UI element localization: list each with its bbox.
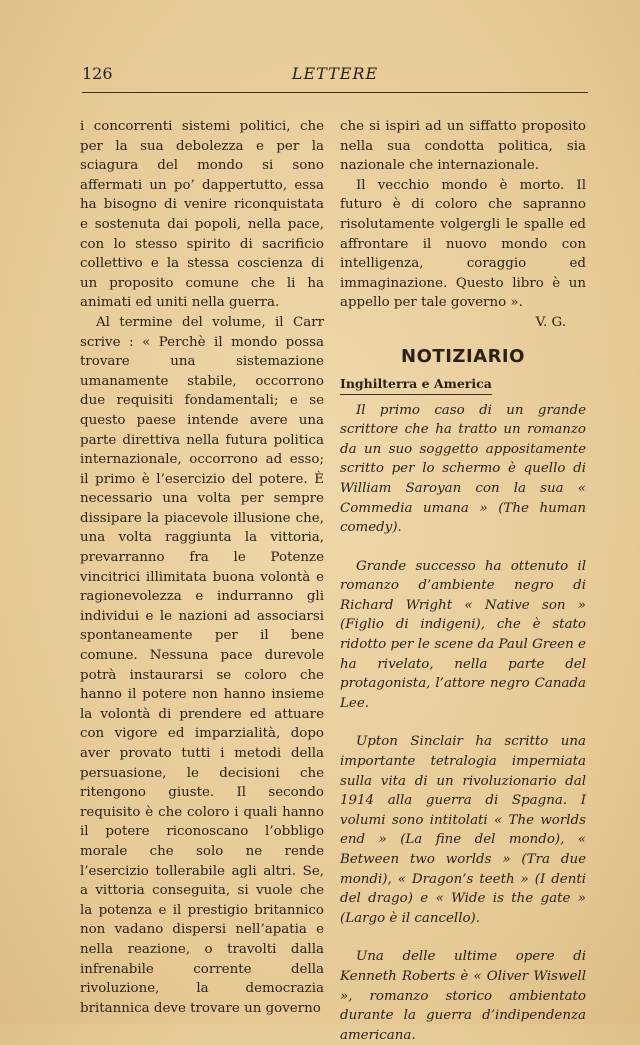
news-item: Il primo caso di un grande scrittore che ha tratto un romanzo da un suo soggetto appositamente scritto per lo schermo è quello di William Saroyan con la sua « Commedia umana » (The human comedy). (340, 402, 586, 536)
page-number: 126 (82, 64, 113, 83)
left-paragraph-1: i concorrenti sistemi politici, che per la sua debolezza e per la sciagura del mondo si sono affermati un po’ dappertutto, essa ha bisogno di venire riconquistata e sostenuta dai popoli, nella pace, con lo stesso spirito di sacrificio collettivo e la stessa coscienza di un proposito comune che li ha animati ed uniti nella guerra. (80, 119, 324, 311)
right-column (340, 117, 586, 1045)
header-rule (82, 92, 588, 93)
section-title: NOTIZIARIO (401, 345, 525, 367)
page-header (82, 60, 588, 90)
right-paragraph-1: che si ispiri ad un siffatto proposito nella sua condotta politica, sia nazionale che internazionale. (340, 119, 586, 174)
left-paragraph-2: Al termine del volume, il Carr scrive : « Perchè il mondo possa trovare una sistemazione umanamente stabile, occorrono due requisiti fondamentali; e se questo paese intende avere una parte direttiva nella futura politica internazionale, occorrono ad esso; il primo è l’esercizio del potere. È necessario una volta per sempre dissipare la piacevole illusione che, una volta raggiunta la vittoria, prevarranno fra le Potenze vincitrici illimitata buona volontà e ragionevolezza e indurranno gli individui e le nazioni ad associarsi spontaneamente per il bene comune. Nessuna pace durevole potrà instaurarsi se coloro che hanno il potere non hanno insieme la volontà di prendere ed attuare con vigore ed imparzialità, dopo aver provato tutti i metodi della persuasione, le decisioni che ritengono giuste. Il secondo requisito è che coloro i quali hanno il potere riconoscano l’obbligo morale che solo ne rende l’esercizio tollerabile agli altri. Se, a vittoria conseguita, si vuole che la potenza e il prestigio britannico non vadano dispersi nell’apatia e nella reazione, o travolti dalla infrenabile corrente della rivoluzione, la democrazia britannica deve trovare un governo (80, 314, 324, 1016)
right-paragraph-2: Il vecchio mondo è morto. Il futuro è di coloro che sapranno risolutamente volgergli le spalle ed affrontare il nuovo mondo con intelligenza, coraggio ed immaginazione. Questo libro è un appello per tale governo ». (340, 177, 586, 311)
signature: V. G. (535, 314, 566, 330)
running-head: LETTERE (291, 64, 379, 83)
news-item: Upton Sinclair ha scritto una importante tetralogia imperniata sulla vita di un rivoluzionario dal 1914 alla guerra di Spagna. I volumi sono intitolati « The worlds end » (La fine del mondo), « Between two worlds » (Tra due mondi), « Dragon’s teeth » (I denti del drago) e « Wide is the gate » (Largo è il cancello). (340, 734, 586, 926)
subsection-title: Inghilterra e America (340, 375, 492, 395)
news-item: Una delle ultime opere di Kenneth Roberts è « Oliver Wiswell », romanzo storico ambientato durante la guerra d’indipendenza americana. (340, 949, 586, 1043)
news-item: Grande successo ha ottenuto il romanzo d’ambiente negro di Richard Wright « Native son » (Figlio di indigeni), che è stato ridotto per le scene da Paul Green e ha rivelato, nella parte del protagonista, l’attore negro Canada Lee. (340, 558, 586, 711)
left-column (80, 117, 324, 1018)
